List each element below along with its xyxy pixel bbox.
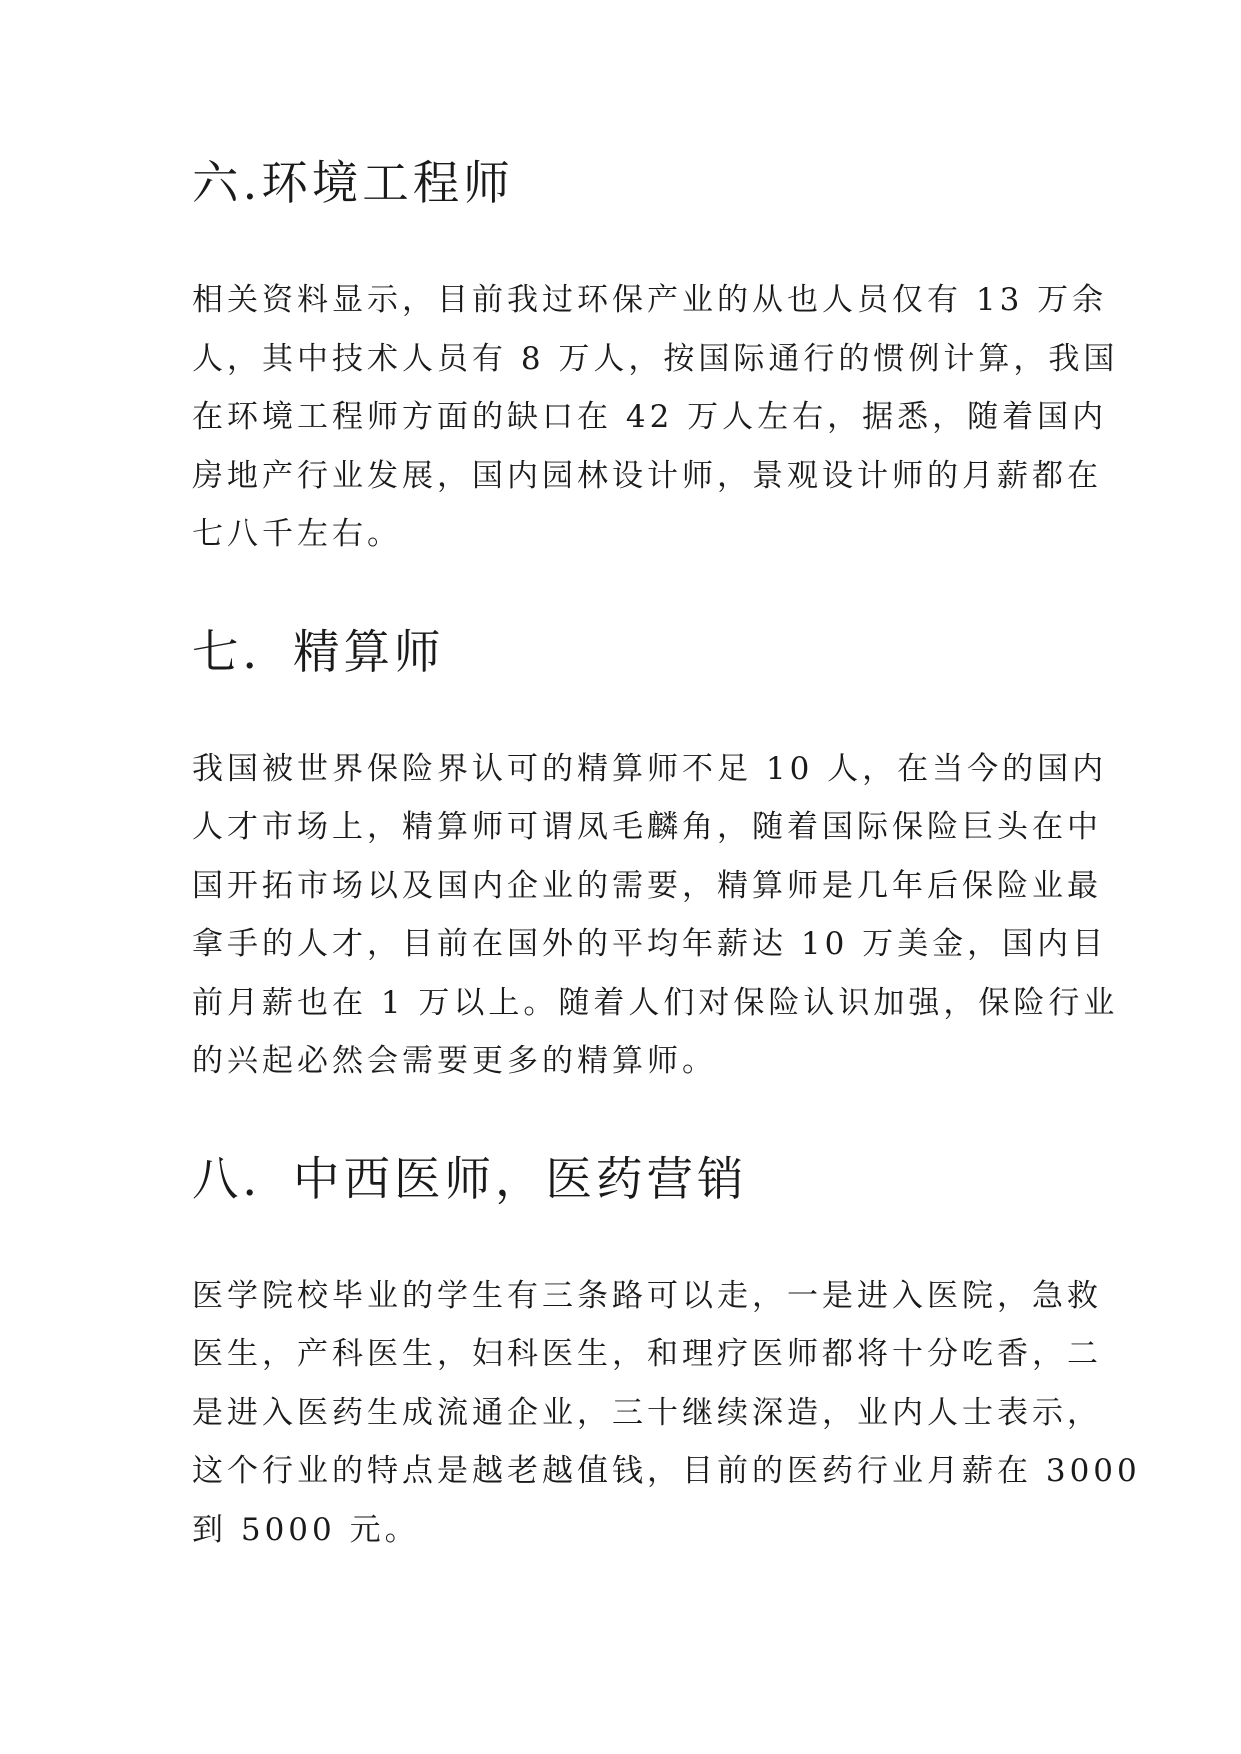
section-heading: 八．中西医师，医药营销 — [192, 1151, 748, 1206]
section-paragraph — [192, 1267, 1141, 1560]
paragraph-line: 七八千左右。 — [192, 516, 402, 552]
paragraph-line: 医学院校毕业的学生有三条路可以走，一是进入医院，急救 — [192, 1277, 1102, 1314]
paragraph-line: 相关资料显示，目前我过环保产业的从也人员仅有 13 万余 — [192, 282, 1108, 318]
paragraph-line: 我国被世界保险界认可的精算师不足 10 人，在当今的国内 — [192, 750, 1108, 787]
spacer — [192, 681, 1062, 740]
paragraph-line: 房地产行业发展，国内园林设计师，景观设计师的月薪都在 — [192, 457, 1102, 494]
paragraph-line: 人才市场上，精算师可谓凤毛麟角，随着国际保险巨头在中 — [192, 809, 1102, 845]
spacer — [192, 1091, 1062, 1150]
paragraph-line: 拿手的人才，目前在国外的平均年薪达 10 万美金，国内目 — [192, 926, 1108, 962]
spacer — [192, 212, 1062, 271]
spacer — [192, 1208, 1062, 1267]
document-body — [192, 154, 1141, 1559]
paragraph-line: 人，其中技术人员有 8 万人，按国际通行的惯例计算，我国 — [192, 340, 1119, 377]
paragraph-line: 国开拓市场以及国内企业的需要，精算师是几年后保险业最 — [192, 867, 1102, 904]
section-paragraph — [192, 740, 1119, 1091]
paragraph-line: 的兴起必然会需要更多的精算师。 — [192, 1043, 717, 1079]
section-paragraph — [192, 271, 1119, 564]
section-heading: 六.环境工程师 — [192, 156, 514, 210]
section-heading: 七．精算师 — [192, 624, 445, 679]
paragraph-line: 到 5000 元。 — [192, 1511, 420, 1548]
paragraph-line: 这个行业的特点是越老越值钱，目前的医药行业月薪在 3000 — [192, 1453, 1141, 1489]
paragraph-line: 是进入医药生成流通企业，三十继续深造，业内人士表示， — [192, 1394, 1102, 1431]
paragraph-line: 前月薪也在 1 万以上。随着人们对保险认识加强，保险行业 — [192, 984, 1119, 1021]
paragraph-line: 在环境工程师方面的缺口在 42 万人左右，据悉，随着国内 — [192, 399, 1108, 435]
paragraph-line: 医生，产科医生，妇科医生，和理疗医师都将十分吃香，二 — [192, 1336, 1102, 1372]
spacer — [192, 564, 1062, 623]
